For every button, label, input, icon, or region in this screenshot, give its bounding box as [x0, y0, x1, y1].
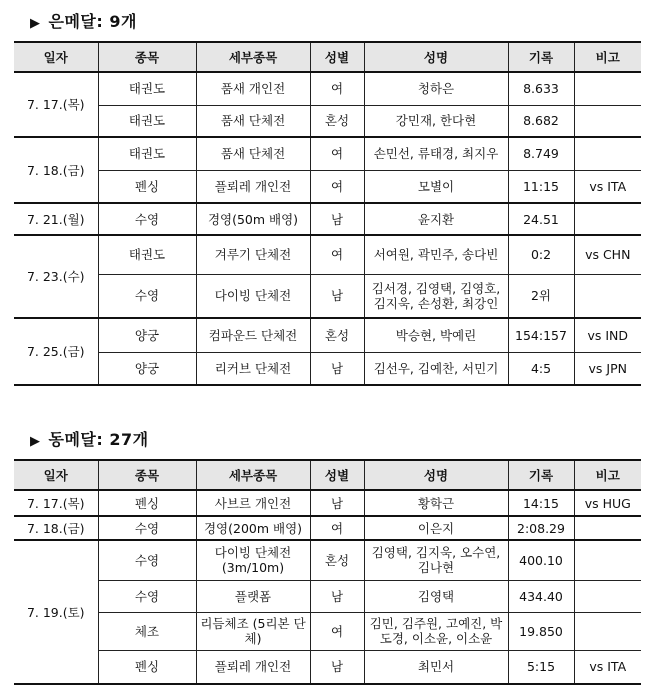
name-cell: 윤지환 — [364, 203, 508, 235]
event-cell: 태권도 — [98, 105, 196, 137]
detail-cell: 플뢰레 개인전 — [196, 170, 310, 203]
detail-cell: 경영(200m 배영) — [196, 516, 310, 540]
detail-cell: 플랫폼 — [196, 580, 310, 612]
name-cell: 김민, 김주원, 고예진, 박도경, 이소윤, 이소윤 — [364, 612, 508, 650]
detail-cell: 리듬체조 (5리본 단체) — [196, 612, 310, 650]
note-cell: vs IND — [574, 318, 641, 352]
detail-cell: 품새 단체전 — [196, 137, 310, 170]
gender-cell: 여 — [310, 170, 364, 203]
table-row — [14, 352, 641, 385]
note-cell — [574, 580, 641, 612]
table-row — [14, 105, 641, 137]
detail-cell: 겨루기 단체전 — [196, 235, 310, 274]
header-gender: 성별 — [310, 42, 364, 72]
record-cell: 24.51 — [508, 203, 574, 235]
header-event: 종목 — [98, 42, 196, 72]
event-cell: 수영 — [98, 516, 196, 540]
table-row — [14, 318, 641, 352]
name-cell: 손민선, 류태경, 최지우 — [364, 137, 508, 170]
gender-cell: 남 — [310, 203, 364, 235]
record-cell: 2:08.29 — [508, 516, 574, 540]
name-cell: 최민서 — [364, 650, 508, 684]
detail-cell: 다이빙 단체전 (3m/10m) — [196, 540, 310, 580]
note-cell — [574, 72, 641, 105]
gender-cell: 여 — [310, 235, 364, 274]
detail-cell: 사브르 개인전 — [196, 490, 310, 516]
gender-cell: 여 — [310, 72, 364, 105]
event-cell: 태권도 — [98, 235, 196, 274]
date-cell: 7. 17.(목) — [14, 72, 98, 137]
table-row — [14, 490, 641, 516]
note-cell — [574, 516, 641, 540]
record-cell: 400.10 — [508, 540, 574, 580]
name-cell: 김서경, 김영택, 김영호, 김지욱, 손성환, 최강인 — [364, 274, 508, 318]
name-cell: 이은지 — [364, 516, 508, 540]
table-row — [14, 516, 641, 540]
header-gender: 성별 — [310, 460, 364, 490]
gender-cell: 혼성 — [310, 540, 364, 580]
name-cell: 황학근 — [364, 490, 508, 516]
detail-cell: 품새 단체전 — [196, 105, 310, 137]
date-cell: 7. 19.(토) — [14, 540, 98, 684]
table-row — [14, 612, 641, 650]
event-cell: 양궁 — [98, 352, 196, 385]
name-cell: 모별이 — [364, 170, 508, 203]
name-cell: 박승현, 박예린 — [364, 318, 508, 352]
date-cell: 7. 18.(금) — [14, 516, 98, 540]
note-cell — [574, 137, 641, 170]
note-cell — [574, 540, 641, 580]
note-cell: vs HUG — [574, 490, 641, 516]
event-cell: 태권도 — [98, 72, 196, 105]
detail-cell: 리커브 단체전 — [196, 352, 310, 385]
record-cell: 4:5 — [508, 352, 574, 385]
date-cell: 7. 17.(목) — [14, 490, 98, 516]
header-record: 기록 — [508, 460, 574, 490]
event-cell: 양궁 — [98, 318, 196, 352]
date-cell: 7. 21.(월) — [14, 203, 98, 235]
event-cell: 펜싱 — [98, 170, 196, 203]
detail-cell: 경영(50m 배영) — [196, 203, 310, 235]
note-cell — [574, 612, 641, 650]
name-cell: 김영택 — [364, 580, 508, 612]
table-row — [14, 203, 641, 235]
bronze-medal-table — [14, 459, 641, 685]
event-cell: 체조 — [98, 612, 196, 650]
gender-cell: 여 — [310, 137, 364, 170]
record-cell: 0:2 — [508, 235, 574, 274]
note-cell: vs ITA — [574, 170, 641, 203]
event-cell: 수영 — [98, 540, 196, 580]
detail-cell: 컴파운드 단체전 — [196, 318, 310, 352]
name-cell: 강민재, 한다현 — [364, 105, 508, 137]
note-cell — [574, 274, 641, 318]
bronze-title-text: 동메달: 27개 — [48, 430, 149, 449]
name-cell: 김영택, 김지욱, 오수연, 김나현 — [364, 540, 508, 580]
table-row — [14, 580, 641, 612]
gender-cell: 남 — [310, 274, 364, 318]
event-cell: 펜싱 — [98, 650, 196, 684]
gender-cell: 남 — [310, 490, 364, 516]
bronze-header-row — [14, 460, 641, 490]
record-cell: 19.850 — [508, 612, 574, 650]
header-date: 일자 — [14, 460, 98, 490]
header-name: 성명 — [364, 460, 508, 490]
gender-cell: 남 — [310, 352, 364, 385]
gender-cell: 남 — [310, 650, 364, 684]
record-cell: 2위 — [508, 274, 574, 318]
header-event: 종목 — [98, 460, 196, 490]
header-date: 일자 — [14, 42, 98, 72]
table-row — [14, 540, 641, 580]
header-note: 비고 — [574, 42, 641, 72]
name-cell: 서여원, 곽민주, 송다빈 — [364, 235, 508, 274]
table-row — [14, 650, 641, 684]
note-cell: vs JPN — [574, 352, 641, 385]
detail-cell: 다이빙 단체전 — [196, 274, 310, 318]
header-name: 성명 — [364, 42, 508, 72]
gender-cell: 혼성 — [310, 105, 364, 137]
date-cell: 7. 25.(금) — [14, 318, 98, 385]
table-row — [14, 170, 641, 203]
record-cell: 14:15 — [508, 490, 574, 516]
silver-section-title — [30, 9, 137, 32]
gender-cell: 혼성 — [310, 318, 364, 352]
record-cell: 154:157 — [508, 318, 574, 352]
header-record: 기록 — [508, 42, 574, 72]
event-cell: 수영 — [98, 580, 196, 612]
date-cell: 7. 23.(수) — [14, 235, 98, 318]
event-cell: 펜싱 — [98, 490, 196, 516]
name-cell: 청하은 — [364, 72, 508, 105]
record-cell: 434.40 — [508, 580, 574, 612]
record-cell: 8.749 — [508, 137, 574, 170]
silver-title-text: 은메달: 9개 — [48, 12, 137, 31]
table-row — [14, 274, 641, 318]
name-cell: 김선우, 김예찬, 서민기 — [364, 352, 508, 385]
detail-cell: 품새 개인전 — [196, 72, 310, 105]
triangle-right-icon: ▶ — [30, 434, 41, 449]
record-cell: 11:15 — [508, 170, 574, 203]
table-row — [14, 72, 641, 105]
record-cell: 8.633 — [508, 72, 574, 105]
note-cell: vs CHN — [574, 235, 641, 274]
gender-cell: 남 — [310, 580, 364, 612]
silver-medal-table — [14, 41, 641, 386]
triangle-right-icon: ▶ — [30, 16, 41, 31]
silver-header-row — [14, 42, 641, 72]
gender-cell: 여 — [310, 516, 364, 540]
note-cell — [574, 203, 641, 235]
record-cell: 8.682 — [508, 105, 574, 137]
table-row — [14, 137, 641, 170]
record-cell: 5:15 — [508, 650, 574, 684]
gender-cell: 여 — [310, 612, 364, 650]
event-cell: 수영 — [98, 203, 196, 235]
event-cell: 태권도 — [98, 137, 196, 170]
note-cell — [574, 105, 641, 137]
header-detail: 세부종목 — [196, 42, 310, 72]
header-note: 비고 — [574, 460, 641, 490]
table-row — [14, 235, 641, 274]
detail-cell: 플뢰레 개인전 — [196, 650, 310, 684]
date-cell: 7. 18.(금) — [14, 137, 98, 203]
event-cell: 수영 — [98, 274, 196, 318]
header-detail: 세부종목 — [196, 460, 310, 490]
bronze-section-title — [30, 427, 149, 450]
note-cell: vs ITA — [574, 650, 641, 684]
